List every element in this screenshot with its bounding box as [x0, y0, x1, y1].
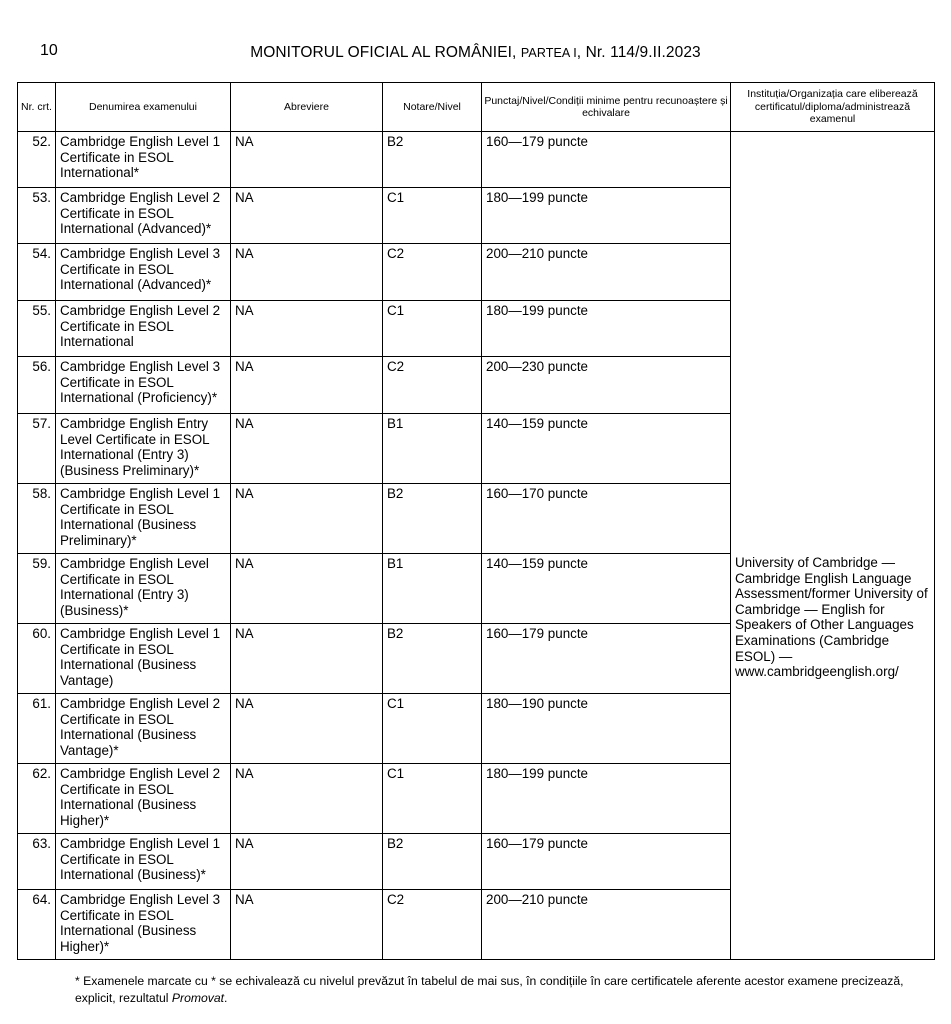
cell-abbr: NA [231, 244, 383, 301]
cell-name: Cambridge English Level 3 Certificate in ESOL International (Proficiency)* [56, 357, 231, 414]
cell-score: 180—199 puncte [482, 764, 731, 834]
cell-name: Cambridge English Level 1 Certificate in ESOL International (Business Preliminary)* [56, 484, 231, 554]
footnote-emphasis: Promovat [171, 991, 225, 1005]
cell-abbr: NA [231, 890, 383, 960]
cell-score: 200—210 puncte [482, 244, 731, 301]
cell-name: Cambridge English Level 1 Certificate in ESOL International (Business)* [56, 834, 231, 890]
cell-nr: 60. [18, 624, 56, 694]
column-header-score: Punctaj/Nivel/Condiții minime pentru recunoaștere și echivalare [482, 83, 731, 132]
cell-level: B2 [383, 132, 482, 188]
cell-nr: 58. [18, 484, 56, 554]
cell-level: B1 [383, 414, 482, 484]
cell-abbr: NA [231, 132, 383, 188]
cell-name: Cambridge English Level 2 Certificate in ESOL International (Advanced)* [56, 188, 231, 244]
page-number: 10 [40, 42, 58, 59]
column-header-name: Denumirea examenului [56, 83, 231, 132]
cell-score: 200—210 puncte [482, 890, 731, 960]
cell-level: C2 [383, 357, 482, 414]
title-part: PARTEA I [520, 46, 577, 60]
cell-abbr: NA [231, 188, 383, 244]
cell-score: 140—159 puncte [482, 554, 731, 624]
cell-name: Cambridge English Entry Level Certificate in ESOL International (Entry 3) (Business Preliminary)* [56, 414, 231, 484]
cell-abbr: NA [231, 301, 383, 357]
cell-level: C2 [383, 244, 482, 301]
table-header-row [18, 83, 935, 132]
cell-score: 180—199 puncte [482, 301, 731, 357]
institution-text: University of Cambridge — Cambridge English Language Assessment/former University of Cambridge — English for Speakers of Other Languages Examinations (Cambridge ESOL) — www.cambridgeenglish.org/ [735, 555, 928, 680]
title-main: MONITORUL OFICIAL AL ROMÂNIEI, [250, 44, 521, 61]
page-title [0, 44, 951, 62]
cell-abbr: NA [231, 764, 383, 834]
cell-abbr: NA [231, 554, 383, 624]
cell-name: Cambridge English Level 1 Certificate in ESOL International (Business Vantage) [56, 624, 231, 694]
cell-name: Cambridge English Level 3 Certificate in ESOL International (Advanced)* [56, 244, 231, 301]
footnote [17, 973, 934, 1007]
cell-nr: 57. [18, 414, 56, 484]
column-header-abbr: Abreviere [231, 83, 383, 132]
cell-abbr: NA [231, 357, 383, 414]
cell-level: B1 [383, 554, 482, 624]
cell-institution [731, 132, 935, 960]
cell-abbr: NA [231, 834, 383, 890]
cell-abbr: NA [231, 624, 383, 694]
cell-nr: 53. [18, 188, 56, 244]
title-issue: , Nr. 114/9.II.2023 [576, 44, 701, 61]
cell-nr: 61. [18, 694, 56, 764]
cell-level: C2 [383, 890, 482, 960]
cell-name: Cambridge English Level 3 Certificate in ESOL International (Business Higher)* [56, 890, 231, 960]
cell-name: Cambridge English Level 1 Certificate in ESOL International* [56, 132, 231, 188]
cell-nr: 55. [18, 301, 56, 357]
column-header-institution: Instituția/Organizația care eliberează certificatul/diploma/administrează examenul [731, 83, 935, 132]
footnote-end: . [224, 991, 228, 1005]
cell-name: Cambridge English Level 2 Certificate in ESOL International [56, 301, 231, 357]
cell-name: Cambridge English Level 2 Certificate in ESOL International (Business Higher)* [56, 764, 231, 834]
cell-nr: 64. [18, 890, 56, 960]
cell-abbr: NA [231, 414, 383, 484]
cell-nr: 54. [18, 244, 56, 301]
cell-name: Cambridge English Level 2 Certificate in ESOL International (Business Vantage)* [56, 694, 231, 764]
cell-name: Cambridge English Level Certificate in ESOL International (Entry 3) (Business)* [56, 554, 231, 624]
cell-level: C1 [383, 301, 482, 357]
cell-nr: 63. [18, 834, 56, 890]
cell-score: 160—179 puncte [482, 132, 731, 188]
cell-abbr: NA [231, 694, 383, 764]
cell-nr: 59. [18, 554, 56, 624]
cell-score: 180—190 puncte [482, 694, 731, 764]
column-header-level: Notare/Nivel [383, 83, 482, 132]
cell-level: B2 [383, 624, 482, 694]
cell-score: 160—179 puncte [482, 834, 731, 890]
exam-table [17, 82, 935, 960]
cell-level: C1 [383, 694, 482, 764]
cell-abbr: NA [231, 484, 383, 554]
cell-score: 180—199 puncte [482, 188, 731, 244]
cell-level: B2 [383, 484, 482, 554]
cell-score: 140—159 puncte [482, 414, 731, 484]
cell-nr: 52. [18, 132, 56, 188]
table-row [18, 132, 935, 188]
footnote-text: * Examenele marcate cu * se echivalează cu nivelul prevăzut în tabelul de mai sus, în condițiile în care certificatele aferente acestor examene precizează, explicit, rezultatul [75, 974, 904, 1005]
cell-level: C1 [383, 188, 482, 244]
cell-score: 200—230 puncte [482, 357, 731, 414]
cell-level: C1 [383, 764, 482, 834]
cell-nr: 62. [18, 764, 56, 834]
cell-nr: 56. [18, 357, 56, 414]
cell-score: 160—179 puncte [482, 624, 731, 694]
cell-level: B2 [383, 834, 482, 890]
cell-score: 160—170 puncte [482, 484, 731, 554]
column-header-nr: Nr. crt. [18, 83, 56, 132]
